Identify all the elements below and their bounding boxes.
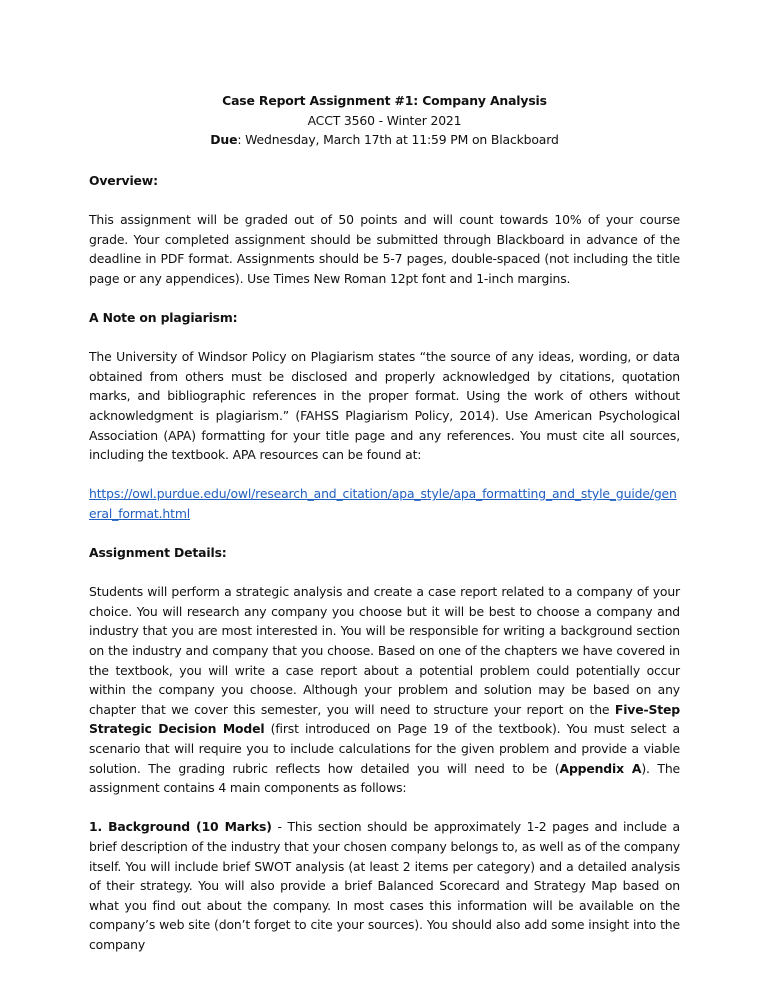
course-line: ACCT 3560 - Winter 2021 [307, 112, 462, 128]
due-line [89, 130, 680, 150]
title-block [89, 91, 680, 150]
details-text-2: (first introduced on Page 19 of the textbook). You must select a scenario that will require you to include calculations for the given problem and provide a viable solution. The grading rubric reflects how detailed you will need to be ( [89, 721, 680, 776]
due-text: : Wednesday, March 17th at 11:59 PM on Blackboard [237, 132, 559, 148]
plagiarism-paragraph: The University of Windsor Policy on Plagiarism states “the source of any ideas, wording, or data obtained from others must be disclosed and properly acknowledged by citations, quotation marks, and bibliographic references in the proper format. Using the work of others without acknowledgment is plagiarism.” (FAHSS Plagiarism Policy, 2014). Use American Psychological Association (APA) formatting for your title page and any references. You must cite all sources, including the textbook. APA resources can be found at: [89, 349, 680, 463]
document-title: Case Report Assignment #1: Company Analysis [222, 93, 547, 108]
details-text-1: Students will perform a strategic analysis and create a case report related to a company of your choice. You will research any company you choose but it will be best to choose a company and industry that you are most interested in. You will be responsible for writing a background section on the industry and company that you choose. Based on one of the chapters we have covered in the textbook, you will write a case report about a potential problem could potentially occur within the company you choose. Although your problem and solution may be based on any chapter that we cover this semester, you will need to structure your report on the [89, 584, 680, 717]
appendix-a-term: Appendix A [559, 760, 642, 776]
document-body [89, 91, 680, 974]
details-text-3: ). The assignment contains 4 main components as follows: [89, 760, 680, 796]
due-label: Due [210, 132, 238, 148]
overview-heading: Overview: [89, 172, 158, 188]
five-step-model-term: Five-Step Strategic Decision Model [89, 701, 680, 737]
apa-resources-link[interactable]: https://owl.purdue.edu/owl/research_and_citation/apa_style/apa_formatting_and_style_guide/general_format.html [89, 486, 677, 521]
background-heading: 1. Background (10 Marks) [89, 819, 272, 835]
background-paragraph [89, 817, 680, 954]
details-paragraph [89, 582, 680, 798]
plagiarism-heading: A Note on plagiarism: [89, 309, 238, 325]
overview-paragraph: This assignment will be graded out of 50 points and will count towards 10% of your course grade. Your completed assignment should be submitted through Blackboard in advance of the deadline in PDF format. Assignments should be 5-7 pages, double-spaced (not including the title page or any appendices). Use Times New Roman 12pt font and 1-inch margins. [89, 211, 680, 286]
details-heading: Assignment Details: [89, 545, 227, 561]
background-text: - This section should be approximately 1-2 pages and include a brief description of the industry that your chosen company belongs to, as well as of the company itself. You will include brief SWOT analysis (at least 2 items per category) and a detailed analysis of their strategy. You will also provide a brief Balanced Scorecard and Strategy Map based on what you find out about the company. In most cases this information will be available on the company’s web site (don’t forget to cite your sources). You should also add some insight into the company [89, 819, 680, 952]
